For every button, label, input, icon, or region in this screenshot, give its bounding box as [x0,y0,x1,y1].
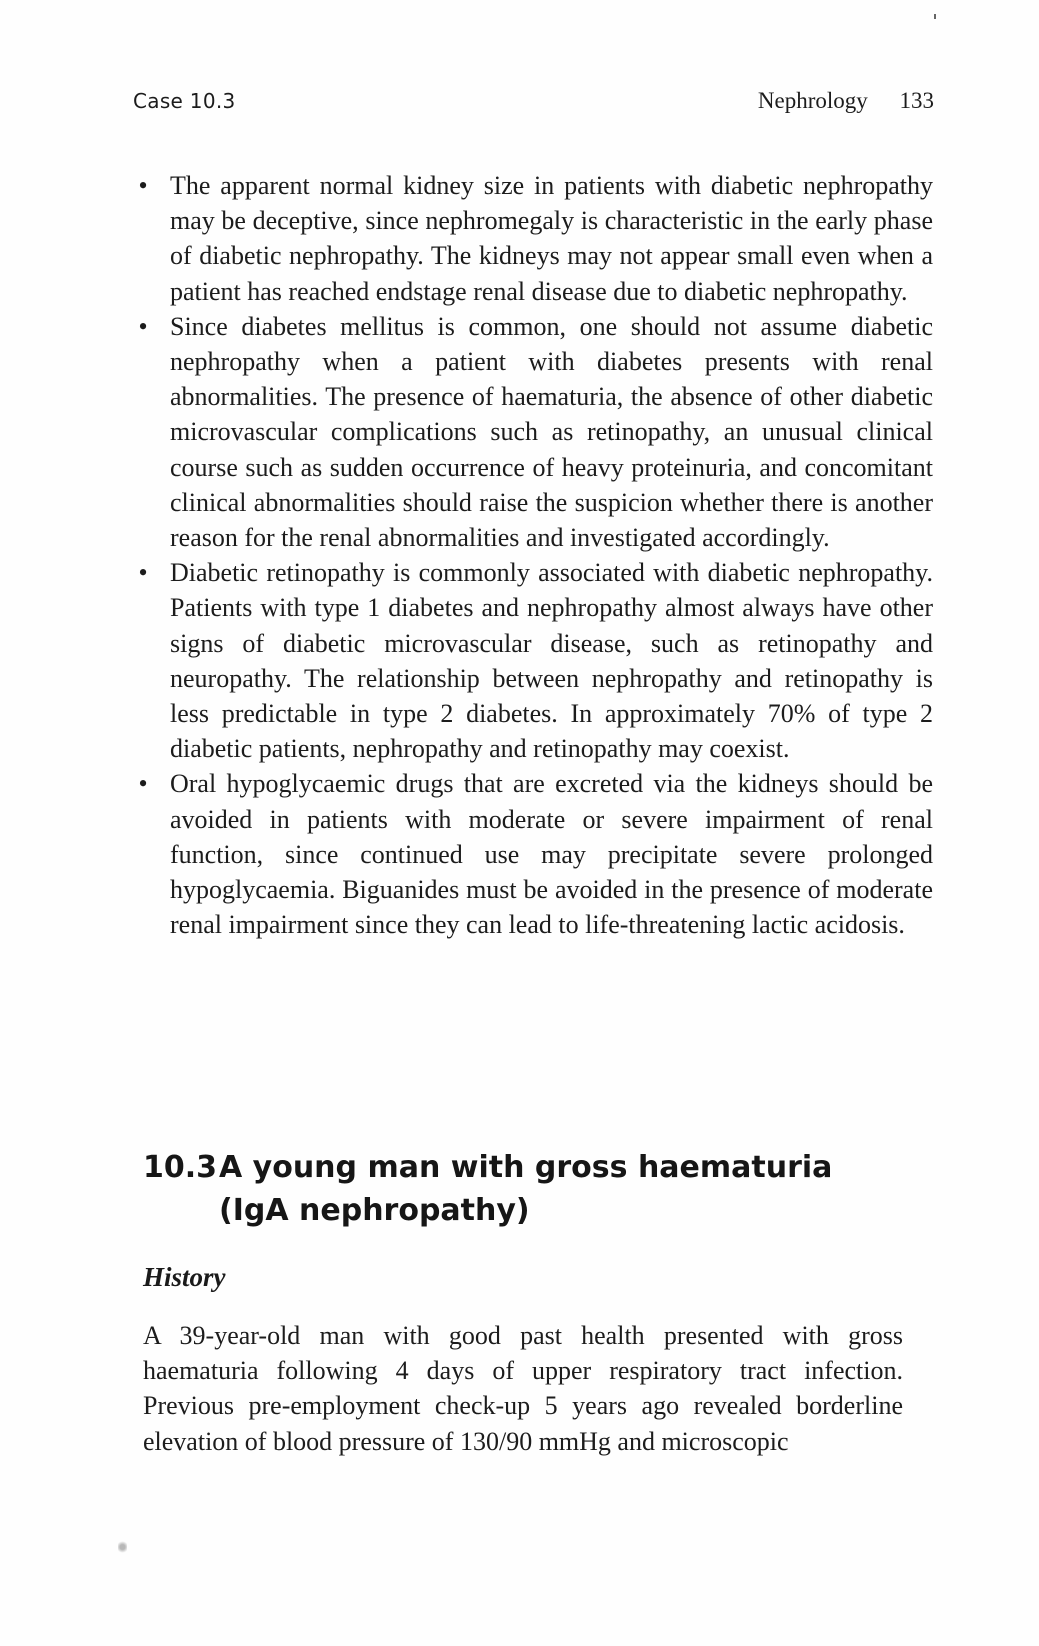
history-heading: History [143,1262,226,1292]
running-head [133,88,934,118]
case-label: Case 10.3 [133,89,236,113]
bullet-text: Oral hypoglycaemic drugs that are excreted via the kidneys should be avoided in patients with moderate or severe impairment of renal function, since continued use may precipitate severe prolonged hypoglycaemia. Biguanides must be avoided in the presence of moderate renal impairment since they can lead to life-threatening lactic acidosis. [170,769,933,940]
section-number: 10.3 [143,1150,218,1185]
section-title-line2: (IgA nephropathy) [219,1193,530,1228]
scan-mark [934,14,936,19]
section-name: Nephrology [757,88,868,113]
running-head-right [758,88,934,114]
bullet-text: Diabetic retinopathy is commonly associated with diabetic nephropathy. Patients with type 1 diabetes and nephropathy almost always have other signs of diabetic microvascular disease, such as retinopathy and neuropathy. The relationship between nephropathy and retinopathy is less predictable in type 2 diabetes. In approximately 70% of type 2 diabetic patients, nephropathy and retinopathy may coexist. [170,558,933,764]
bullet-icon: • [138,311,148,341]
history-paragraph: A 39-year-old man with good past health presented with gross haematuria following 4 days of upper respiratory tract infection. Previous pre-employment check-up 5 years ago revealed borderline elevation of blood pressure of 130/90 mmHg and microscopic [143,1321,903,1456]
scan-speck [118,1540,127,1554]
bullet-item [133,766,933,942]
section-heading [143,1146,903,1232]
bullet-text: Since diabetes mellitus is common, one should not assume diabetic nephropathy when a patient with diabetes presents with renal abnormalities. The presence of haematuria, the absence of other diabetic microvascular complications such as retinopathy, an unusual clinical course such as sudden occurrence of heavy proteinuria, and concomitant clinical abnormalities should raise the suspicion whether there is another reason for the renal abnormalities and investigated accordingly. [170,311,933,553]
bullet-item [133,168,933,309]
bullet-item [133,555,933,766]
bullet-icon: • [138,558,148,588]
bullet-icon: • [138,769,148,799]
bullet-list [133,168,933,942]
bullet-icon: • [138,171,148,200]
page-number: 133 [899,88,934,113]
bullet-item [133,309,933,555]
section-title-line1: A young man with gross haematuria [219,1150,833,1185]
bullet-text: The apparent normal kidney size in patients with diabetic nephropathy may be deceptive, since nephromegaly is characteristic in the early phase of diabetic nephropathy. The kidneys may not appear small even when a patient has reached endstage renal disease due to diabetic nephropathy. [170,171,933,306]
